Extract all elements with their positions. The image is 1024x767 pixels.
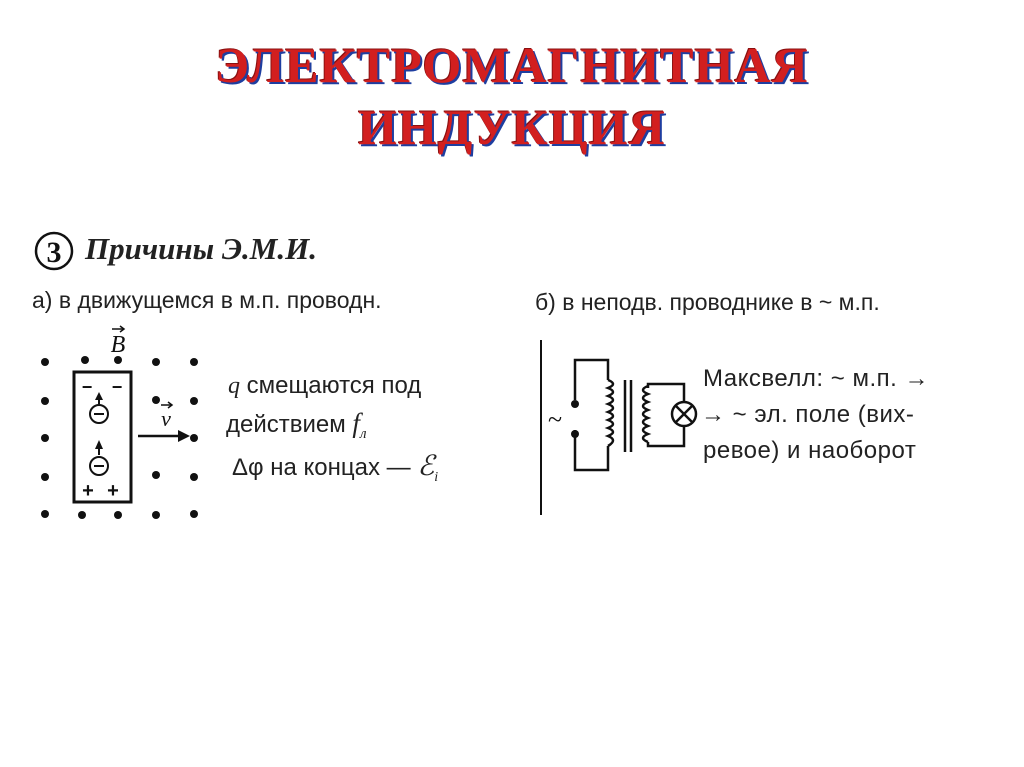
electron-icon xyxy=(90,392,108,423)
section-number: 3 xyxy=(46,236,62,269)
electron-icon xyxy=(90,440,108,475)
case-a-line3-text: Δφ на концах — xyxy=(232,454,418,481)
ac-terminal-bottom xyxy=(571,430,579,438)
case-a-line1: q смещаются под xyxy=(228,372,422,399)
force-symbol: f xyxy=(352,408,360,438)
field-vector-label xyxy=(111,326,126,358)
case-b-line1: Максвелл: ~ м.п. → xyxy=(703,365,929,392)
slide-title-line2: ИНДУКЦИЯ xyxy=(358,99,666,155)
velocity-arrow xyxy=(138,402,190,442)
case-a-label: а) в движущемся в м.п. проводн. xyxy=(32,287,382,313)
case-b-label: б) в неподв. проводнике в ~ м.п. xyxy=(535,289,880,315)
conductor-plus-right: + xyxy=(107,480,119,502)
case-a-line2-text: действием xyxy=(226,411,353,438)
field-label-b: B xyxy=(110,332,126,358)
emf-symbol: ℰ xyxy=(417,451,435,482)
case-b-line2: → ~ эл. поле (вих- xyxy=(701,401,915,428)
velocity-label-v: v xyxy=(161,406,171,431)
ac-source-symbol: ~ xyxy=(547,405,563,434)
case-a-line3 xyxy=(232,449,438,486)
case-a-line2 xyxy=(226,408,366,443)
case-b-line3: ревое) и наоборот xyxy=(703,437,917,464)
transformer-circuit xyxy=(575,360,684,470)
slide-title-line1: ЭЛЕКТРОМАГНИТНАЯ xyxy=(215,37,809,93)
conductor-plus-left: + xyxy=(82,480,94,502)
section-heading: Причины Э.М.И. xyxy=(85,231,317,266)
conductor-minus-left: − xyxy=(81,377,93,397)
emf-subscript: i xyxy=(434,469,439,485)
lamp-icon xyxy=(672,402,696,426)
conductor-minus-right: − xyxy=(111,377,123,397)
ac-terminal-top xyxy=(571,400,579,408)
force-subscript: л xyxy=(359,425,367,442)
